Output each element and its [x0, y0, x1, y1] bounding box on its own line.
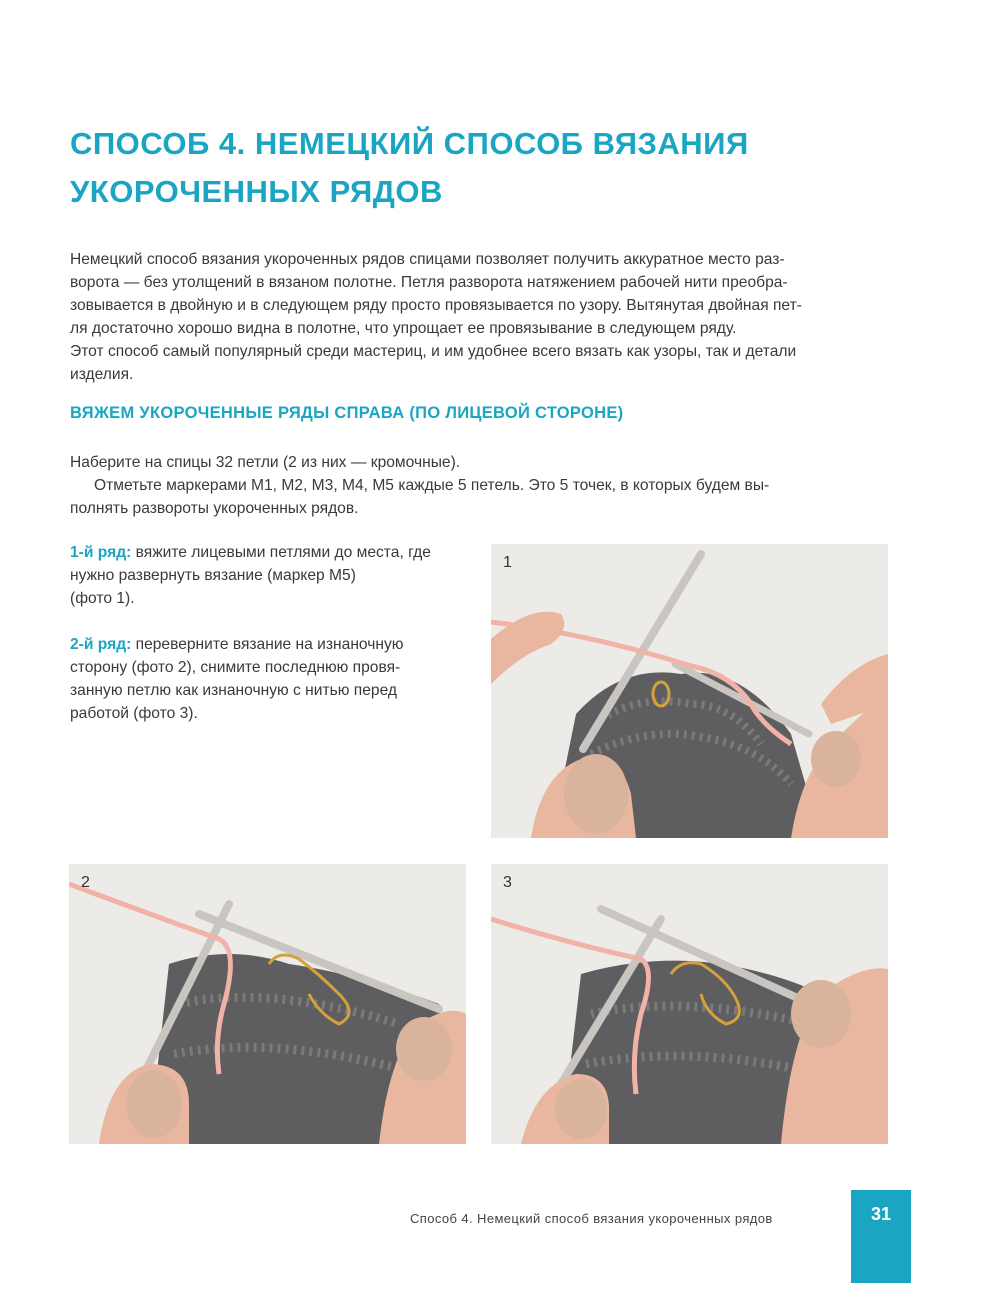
- intro-paragraph: [70, 248, 900, 386]
- photo-2: [69, 864, 466, 1144]
- photo-number: 2: [81, 874, 90, 891]
- title-line-2: УКОРОЧЕННЫХ РЯДОВ: [70, 174, 443, 209]
- photo-number: 1: [503, 554, 512, 571]
- intro-line: изделия.: [70, 366, 134, 383]
- photo-1: [491, 544, 888, 838]
- step-text: вяжите лицевыми петлями до места, где: [135, 544, 431, 561]
- knitting-photo-illustration: [491, 864, 888, 1144]
- step-label: 1-й ряд:: [70, 544, 132, 561]
- page-title: [70, 120, 910, 216]
- setup-line: Наберите на спицы 32 петли (2 из них — кромочные).: [70, 454, 461, 471]
- intro-line: ля достаточно хорошо видна в полотне, что упрощает ее провязывание в следующем ряду.: [70, 320, 737, 337]
- setup-line: Отметьте маркерами М1, М2, М3, М4, М5 каждые 5 петель. Это 5 точек, в которых будем вы-: [94, 477, 770, 494]
- setup-line: полнять развороты укороченных рядов.: [70, 500, 359, 517]
- intro-line: ворота — без утолщений в вязаном полотне. Петля разворота натяжением рабочей нити преобра-: [70, 274, 788, 291]
- step-row-2: [70, 633, 475, 725]
- step-text: сторону (фото 2), снимите последнюю провя-: [70, 659, 401, 676]
- step-text: (фото 1).: [70, 590, 135, 607]
- page-number: 31: [870, 1204, 892, 1224]
- step-text: работой (фото 3).: [70, 705, 198, 722]
- setup-instructions: [70, 451, 900, 520]
- page-number-tab: [851, 1190, 911, 1283]
- step-text: занную петлю как изнаночную с нитью перед: [70, 682, 397, 699]
- section-subheading: ВЯЖЕМ УКОРОЧЕННЫЕ РЯДЫ СПРАВА (ПО ЛИЦЕВОЙ СТОРОНЕ): [70, 404, 624, 422]
- running-footer: Способ 4. Немецкий способ вязания укороченных рядов: [410, 1211, 773, 1226]
- intro-line: Этот способ самый популярный среди мастериц, и им удобнее всего вязать как узоры, так и детали: [70, 343, 797, 360]
- intro-line: зовывается в двойную и в следующем ряду просто провязывается по узору. Вытянутая двойная пет-: [70, 297, 802, 314]
- knitting-photo-illustration: [491, 544, 888, 838]
- step-text: переверните вязание на изнаночную: [135, 636, 404, 653]
- photo-3: [491, 864, 888, 1144]
- step-text: нужно развернуть вязание (маркер М5): [70, 567, 356, 584]
- row-steps: [70, 541, 475, 748]
- title-line-1: СПОСОБ 4. НЕМЕЦКИЙ СПОСОБ ВЯЗАНИЯ: [70, 126, 749, 161]
- knitting-photo-illustration: [69, 864, 466, 1144]
- photo-number: 3: [503, 874, 512, 891]
- step-row-1: [70, 541, 475, 610]
- step-label: 2-й ряд:: [70, 636, 132, 653]
- intro-line: Немецкий способ вязания укороченных рядов спицами позволяет получить аккуратное место раз-: [70, 251, 785, 268]
